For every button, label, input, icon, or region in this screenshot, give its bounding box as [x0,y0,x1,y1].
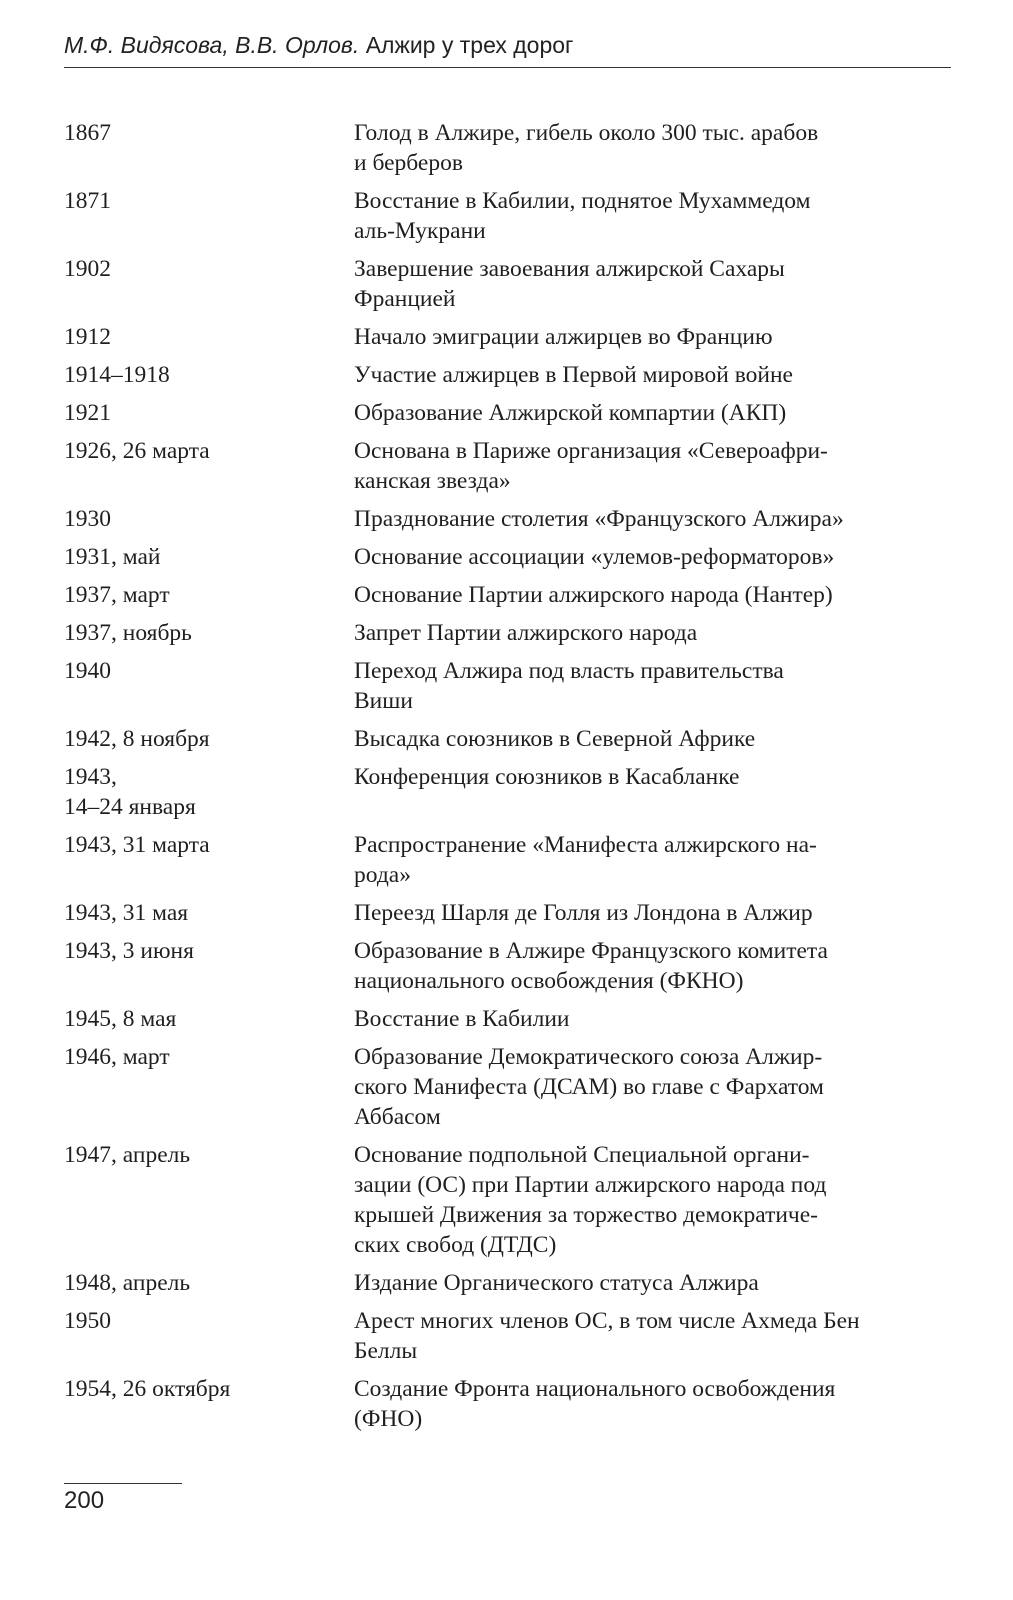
entry-event-line: Распространение «Манифеста алжирского на- [354,832,817,858]
chronology-entry [64,1268,951,1298]
entry-date-line: 1954, 26 октября [64,1376,231,1402]
chronology-entry [64,542,951,572]
entry-date [64,1374,354,1434]
chronology-list [64,118,951,1442]
entry-event-line: Запрет Партии алжирского народа [354,620,698,646]
entry-event [354,322,951,352]
entry-date-line: 1902 [64,256,111,282]
entry-event-line: Участие алжирцев в Первой мировой войне [354,362,793,388]
entry-date [64,1042,354,1132]
entry-date-line: 1948, апрель [64,1270,191,1296]
entry-date [64,504,354,534]
entry-event-line: Издание Органического статуса Алжира [354,1270,759,1296]
entry-event-line: рода» [354,862,411,888]
entry-event-line: Создание Фронта национального освобождения [354,1376,836,1402]
entry-event-line: Образование в Алжире Французского комитета [354,938,828,964]
entry-date [64,322,354,352]
header-rule [64,67,951,68]
entry-event-line: Высадка союзников в Северной Африке [354,726,756,752]
entry-event-line: крышей Движения за торжество демократиче- [354,1202,818,1228]
entry-event-line: Восстание в Кабилии, поднятое Мухаммедом [354,188,811,214]
entry-date-line: 1914–1918 [64,362,170,388]
entry-event-line: Основание ассоциации «улемов-реформаторов» [354,544,835,570]
entry-date-line: 1943, 31 марта [64,832,210,858]
chronology-entry [64,656,951,716]
chronology-entry [64,580,951,610]
entry-event-line: Начало эмиграции алжирцев во Францию [354,324,773,350]
entry-event-line: аль-Мукрани [354,218,486,244]
entry-date-line: 1943, 31 мая [64,900,189,926]
chronology-entry [64,436,951,496]
entry-date-line: 1946, март [64,1044,170,1070]
entry-date-line: 1926, 26 марта [64,438,210,464]
entry-date [64,936,354,996]
entry-date-line: 1942, 8 ноября [64,726,210,752]
entry-date-line: 1912 [64,324,111,350]
entry-date [64,436,354,496]
entry-date [64,1306,354,1366]
footer-rule [64,1483,182,1484]
entry-event-line: Завершение завоевания алжирской Сахары [354,256,785,282]
entry-date [64,724,354,754]
running-head-authors: М.Ф. Видясова, В.В. Орлов. [64,32,360,58]
entry-event [354,1268,951,1298]
entry-event-line: ского Манифеста (ДСАМ) во главе с Фархатом [354,1074,824,1100]
entry-event-line: Основана в Париже организация «Североафри- [354,438,828,464]
chronology-entry [64,1140,951,1260]
entry-date [64,542,354,572]
entry-event [354,1374,951,1434]
entry-event [354,898,951,928]
chronology-entry [64,118,951,178]
entry-event [354,542,951,572]
entry-date-line: 1937, ноябрь [64,620,192,646]
chronology-entry [64,724,951,754]
entry-event-line: национального освобождения (ФКНО) [354,968,744,994]
chronology-entry [64,398,951,428]
chronology-entry [64,898,951,928]
entry-date [64,360,354,390]
entry-event [354,118,951,178]
entry-date-line: 1947, апрель [64,1142,191,1168]
entry-date-line: 1867 [64,120,111,146]
entry-date [64,762,354,822]
entry-event [354,436,951,496]
chronology-entry [64,254,951,314]
entry-date [64,580,354,610]
entry-event-line: Переход Алжира под власть правительства [354,658,784,684]
entry-date [64,186,354,246]
entry-event [354,580,951,610]
entry-event-line: зации (ОС) при Партии алжирского народа под [354,1172,827,1198]
running-head [64,32,573,59]
chronology-entry [64,762,951,822]
entry-event-line: Переезд Шарля де Голля из Лондона в Алжир [354,900,813,926]
page-number: 200 [64,1487,105,1514]
entry-date-line: 14–24 января [64,794,196,820]
chronology-entry [64,1042,951,1132]
entry-event-line: Арест многих членов ОС, в том числе Ахмеда Бен [354,1308,860,1334]
entry-event-line: канская звезда» [354,468,511,494]
entry-event-line: Францией [354,286,456,312]
entry-date-line: 1945, 8 мая [64,1006,177,1032]
chronology-entry [64,936,951,996]
chronology-entry [64,1004,951,1034]
entry-event-line: Основание Партии алжирского народа (Нантер) [354,582,833,608]
entry-event [354,656,951,716]
entry-event-line: Образование Алжирской компартии (АКП) [354,400,787,426]
entry-date-line: 1943, [64,764,117,790]
entry-date [64,398,354,428]
entry-date [64,618,354,648]
entry-date-line: 1930 [64,506,111,532]
entry-event-line: Восстание в Кабилии [354,1006,570,1032]
entry-event [354,724,951,754]
entry-event-line: (ФНО) [354,1406,423,1432]
entry-date [64,830,354,890]
entry-event-line: Беллы [354,1338,418,1364]
entry-event [354,186,951,246]
entry-date [64,118,354,178]
entry-event [354,1004,951,1034]
running-head-title: Алжир у трех дорог [365,32,574,58]
entry-date-line: 1871 [64,188,111,214]
chronology-entry [64,186,951,246]
entry-event-line: Аббасом [354,1104,441,1130]
entry-date-line: 1943, 3 июня [64,938,194,964]
entry-event-line: и берберов [354,150,463,176]
entry-event [354,1140,951,1260]
entry-date [64,656,354,716]
chronology-entry [64,1306,951,1366]
chronology-entry [64,360,951,390]
entry-date-line: 1940 [64,658,111,684]
entry-date [64,1140,354,1260]
entry-date-line: 1950 [64,1308,111,1334]
entry-event [354,1042,951,1132]
chronology-entry [64,830,951,890]
entry-date-line: 1937, март [64,582,170,608]
entry-event [354,936,951,996]
entry-event-line: Образование Демократического союза Алжир- [354,1044,823,1070]
chronology-entry [64,504,951,534]
chronology-entry [64,322,951,352]
entry-date [64,254,354,314]
entry-date [64,898,354,928]
entry-date-line: 1921 [64,400,111,426]
entry-event-line: Виши [354,688,413,714]
entry-event [354,398,951,428]
entry-event-line: ских свобод (ДТДС) [354,1232,557,1258]
entry-date [64,1004,354,1034]
entry-event-line: Голод в Алжире, гибель около 300 тыс. арабов [354,120,819,146]
entry-event [354,504,951,534]
chronology-entry [64,1374,951,1434]
entry-date [64,1268,354,1298]
chronology-entry [64,618,951,648]
entry-event [354,1306,951,1366]
entry-event [354,830,951,890]
entry-event [354,254,951,314]
entry-event [354,762,951,822]
entry-date-line: 1931, май [64,544,161,570]
entry-event [354,360,951,390]
entry-event-line: Основание подпольной Специальной органи- [354,1142,810,1168]
entry-event-line: Конференция союзников в Касабланке [354,764,740,790]
entry-event-line: Празднование столетия «Французского Алжира» [354,506,844,532]
entry-event [354,618,951,648]
